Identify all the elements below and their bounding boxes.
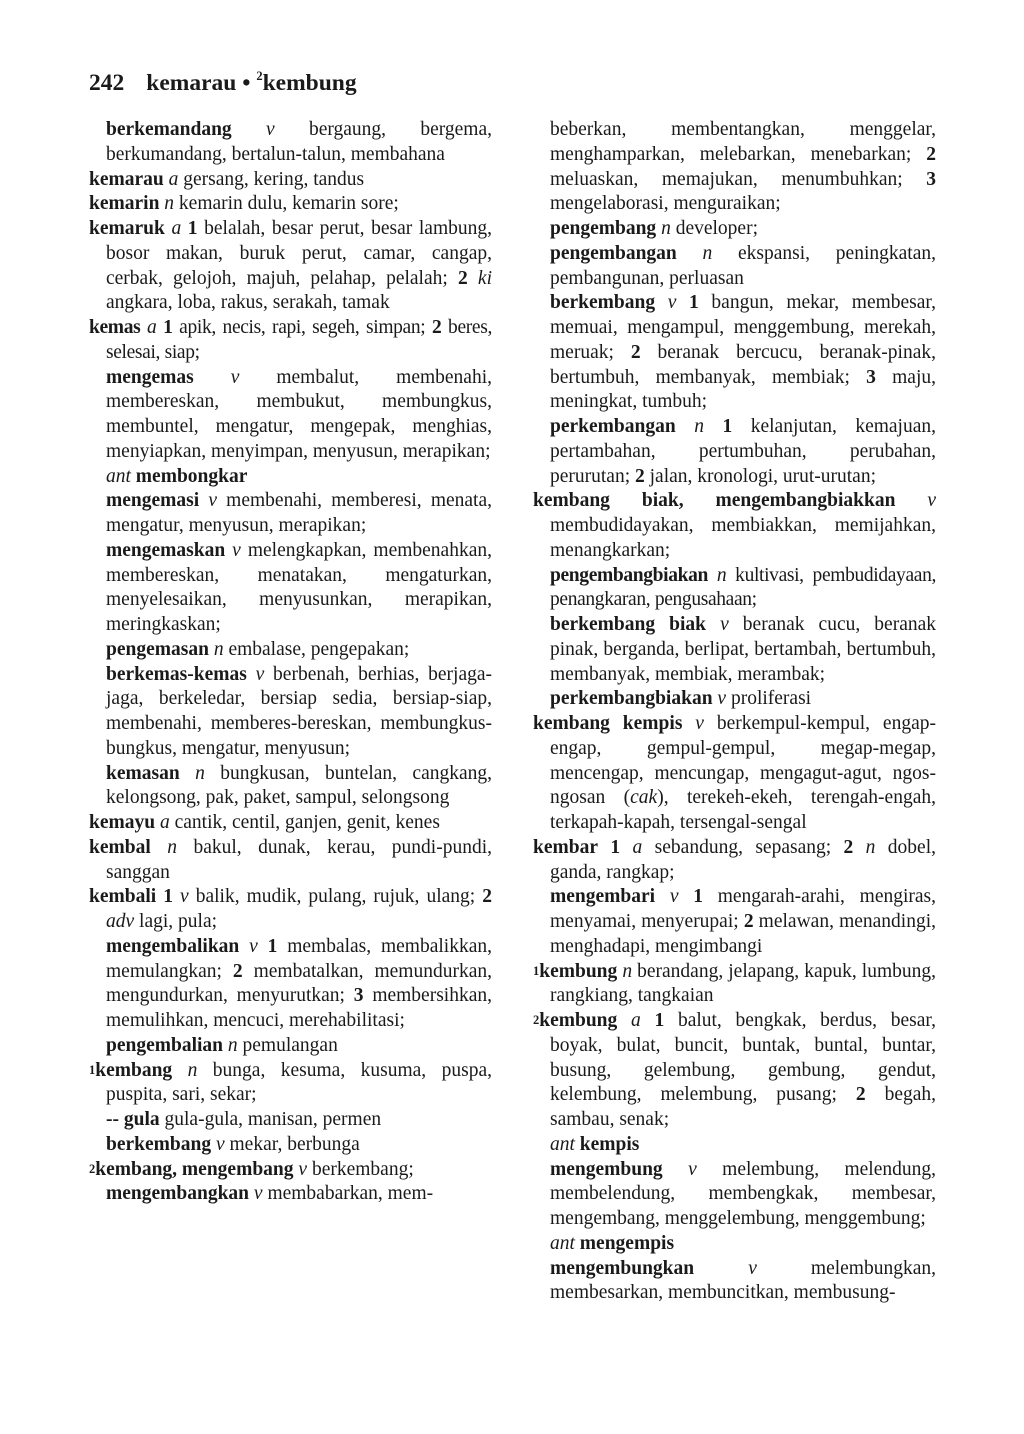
dictionary-entry: kemarin n kemarin dulu, kemarin sore; <box>89 193 399 215</box>
dictionary-subentry: mengembalikan v 1 membalas, membalikkan, memulangkan; 2 membatalkan, memundurkan, mengundurkan, menyurutkan; 3 membersihkan, memulihkan, mencuci, merehabilitasi; <box>106 935 493 1031</box>
page-number: 242 <box>89 70 125 96</box>
dictionary-entry: $^1$kembung n berandang, jelapang, kapuk, lumbung, rangkiang, tangkaian <box>533 960 937 1007</box>
dictionary-subentry: berkemas-kemas v berbenah, berhias, berjaga-jaga, berkeledar, bersiap sedia, bersiap-siap, membenahi, memberes-bereskan, membungkus-bungkus, mengatur, menyusun; <box>106 663 492 759</box>
left-column <box>89 118 492 1207</box>
guide-separator: • <box>242 70 251 96</box>
dictionary-entry: kembang biak, mengembangbiakkan v membudidayakan, membiakkan, memijahkan, menangkarkan; <box>533 490 937 561</box>
dictionary-entry: kembang kempis v berkempul-kempul, engap-engap, gempul-gempul, megap-megap, mencengap, mencungap, mengagut-agut, ngos-ngosan (cak), terekeh-ekeh, terengah-engah, terkapah-kapah, tersengal-sengal <box>533 713 936 833</box>
dictionary-subentry: mengembangkan v membabarkan, mem- <box>106 1183 434 1205</box>
homograph-number: 2 <box>256 69 263 83</box>
dictionary-entry: kembal n bakul, dunak, kerau, pundi-pundi, sanggan <box>89 836 492 883</box>
dictionary-entry: $^2$kembung a 1 balut, bengkak, berdus, besar, boyak, bulat, buncit, buntak, buntal, buntar, busung, gelembung, gembung, gendut, kelembung, melembung, pusang; 2 begah, sambau, senak; <box>533 1010 936 1130</box>
guide-word-last: kembung <box>262 70 357 96</box>
dictionary-subentry: mengemasi v membenahi, memberesi, menata, mengatur, menyusun, merapikan; <box>106 490 492 536</box>
dictionary-entry: kemaruk a 1 belalah, besar perut, besar lambung, bosor makan, buruk perut, camar, cangap, cerbak, gelojoh, majuh, pelahap, pelalah; 2 ki angkara, loba, rakus, serakah, tamak <box>89 218 492 314</box>
page-header <box>89 70 357 97</box>
dictionary-subentry: mengembari v 1 mengarah-arahi, mengiras, menyamai, menyerupai; 2 melawan, menandingi, menghadapi, mengimbangi <box>550 886 937 957</box>
dictionary-entry: kembar 1 a sebandung, sepasang; 2 n dobel, ganda, rangkap; <box>533 836 937 883</box>
dictionary-subentry: mengemaskan v melengkapkan, membenahkan, membereskan, menatakan, mengaturkan, menyelesaikan, menyusunkan, merapikan, meringkaskan; <box>106 539 492 635</box>
dictionary-entry: kemas a 1 apik, necis, rapi, segeh, simpan; 2 beres, selesai, siap; <box>89 317 492 363</box>
dictionary-subentry: perkembangan n 1 kelanjutan, kemajuan, pertambahan, pertumbuhan, perubahan, perurutan; 2 jalan, kronologi, urut-urutan; <box>550 416 937 487</box>
dictionary-subentry: berkembang v 1 bangun, mekar, membesar, memuai, mengampul, menggembung, merekah, meruak; 2 beranak bercucu, beranak-pinak, bertumbuh, membanyak, membiak; 3 maju, meningkat, tumbuh; <box>550 292 937 413</box>
dictionary-subentry: berkembang biak v beranak cucu, beranak pinak, berganda, berlipat, bertambah, bertumbuh, membanyak, membiak, merambak; <box>550 614 937 685</box>
dictionary-subentry: pengembangbiakan n kultivasi, pembudidayaan, penangkaran, pengusahaan; <box>550 564 936 611</box>
dictionary-subentry: mengemas v membalut, membenahi, membereskan, membukut, membungkus, membuntel, mengatur, mengepak, menghias, menyiapkan, menyimpan, menyusun, merapikan; <box>106 366 492 462</box>
dictionary-subentry: perkembangbiakan v proliferasi <box>550 688 812 710</box>
dictionary-entry: $^1$kembang n bunga, kesuma, kusuma, puspa, puspita, sari, sekar; <box>89 1059 492 1106</box>
dictionary-subentry: ant mengempis <box>550 1232 675 1254</box>
dictionary-subentry: berkemandang v bergaung, bergema, berkumandang, bertalun-talun, membahana <box>106 119 492 165</box>
dictionary-subentry: beberkan, membentangkan, menggelar, menghamparkan, melebarkan, menebarkan; 2 meluaskan, memajukan, menumbuhkan; 3 mengelaborasi, menguraikan; <box>550 119 936 215</box>
right-column <box>533 118 936 1306</box>
dictionary-subentry: -- gula gula-gula, manisan, permen <box>106 1109 382 1130</box>
guide-word-first: kemarau <box>146 70 237 96</box>
dictionary-subentry: kemasan n bungkusan, buntelan, cangkang, kelongsong, pak, paket, sampul, selongsong <box>106 762 493 809</box>
dictionary-subentry: ant membongkar <box>106 465 248 487</box>
dictionary-subentry: mengembung v melembung, melendung, membelendung, membengkak, membesar, mengembang, menggelembung, menggembung; <box>550 1158 937 1229</box>
dictionary-subentry: pengembangan n ekspansi, peningkatan, pembangunan, perluasan <box>550 242 936 289</box>
dictionary-entry: kemayu a cantik, centil, ganjen, genit, kenes <box>89 812 440 833</box>
dictionary-subentry: pengemasan n embalase, pengepakan; <box>106 638 410 660</box>
dictionary-entry: kembali 1 v balik, mudik, pulang, rujuk, ulang; 2 adv lagi, pula; <box>89 886 492 932</box>
dictionary-subentry: mengembungkan v melembungkan, membesarkan, membuncitkan, membusung- <box>550 1257 936 1304</box>
dictionary-subentry: ant kempis <box>550 1133 640 1155</box>
dictionary-entry: $^2$kembang, mengembang v berkembang; <box>89 1158 414 1180</box>
dictionary-subentry: pengembalian n pemulangan <box>106 1034 338 1056</box>
dictionary-subentry: berkembang v mekar, berbunga <box>106 1133 360 1155</box>
dictionary-entry: kemarau a gersang, kering, tandus <box>89 168 365 190</box>
dictionary-subentry: pengembang n developer; <box>550 218 758 239</box>
